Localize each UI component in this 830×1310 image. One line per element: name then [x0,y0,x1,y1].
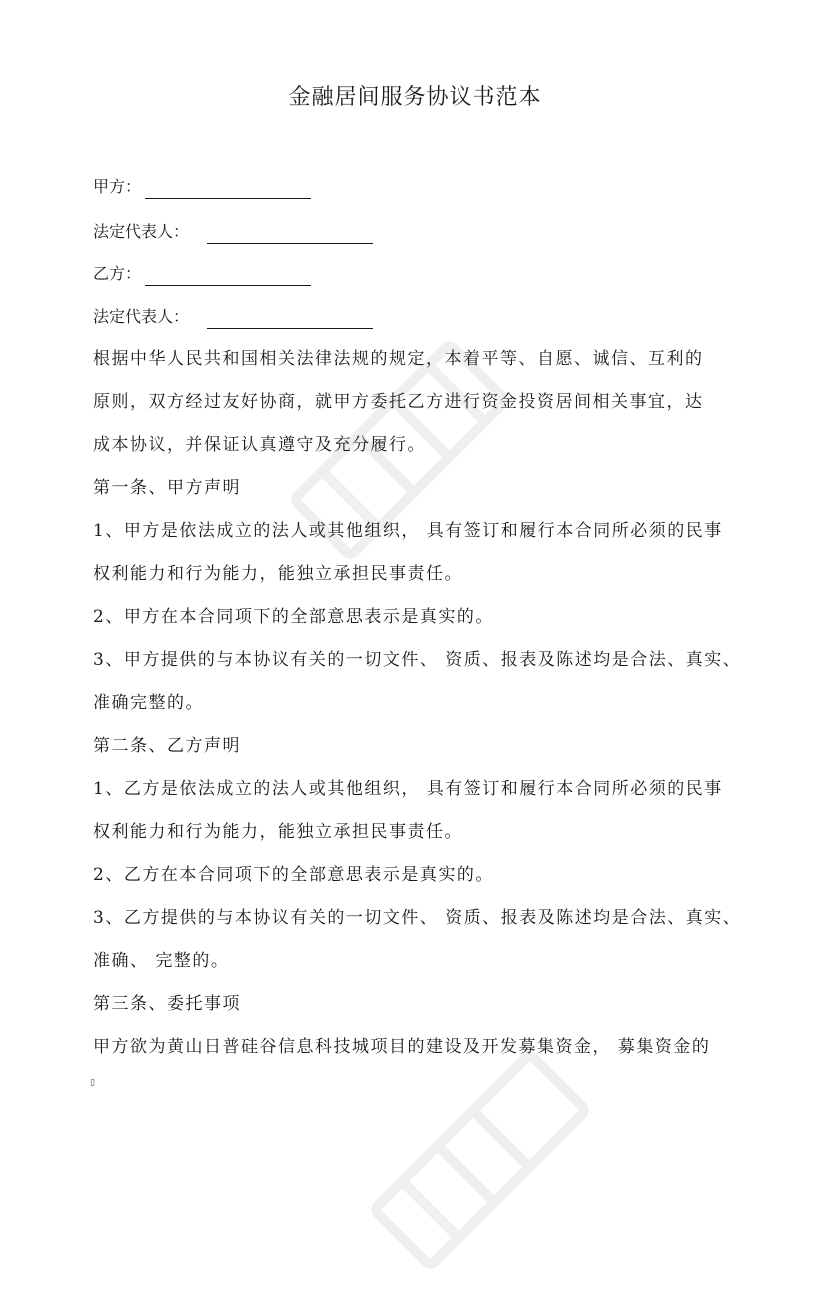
section-2-line: 1、乙方是依法成立的法人或其他组织， 具有签订和履行本合同所必须的民事 [93,779,723,799]
section-1 [93,467,753,725]
section-3-line: 甲方欲为黄山日普硅谷信息科技城项目的建设及开发募集资金， 募集资金的 [93,1037,711,1057]
section-1-heading: 第一条、甲方声明 [93,478,241,498]
party-a-blank [145,178,311,199]
party-b-rep-field [93,305,373,329]
section-3 [93,983,753,1069]
section-2-line: 3、乙方提供的与本协议有关的一切文件、 资质、报表及陈述均是合法、真实、 [93,908,742,928]
section-2-heading: 第二条、乙方声明 [93,736,241,756]
party-b-rep-blank [207,308,373,329]
section-1-line: 3、甲方提供的与本协议有关的一切文件、 资质、报表及陈述均是合法、真实、 [93,650,742,670]
party-a-rep-label: 法定代表人： [93,222,190,241]
party-a-label: 甲方： [93,177,142,196]
section-2-line: 2、乙方在本合同项下的全部意思表示是真实的。 [93,865,494,885]
intro-line: 根据中华人民共和国相关法律法规的规定，本着平等、自愿、诚信、互利的 [93,349,704,369]
party-b-blank [145,265,311,286]
intro-line: 原则，双方经过友好协商，就甲方委托乙方进行资金投资居间相关事宜，达 [93,392,704,412]
party-a-rep-blank [207,223,373,244]
section-1-line: 1、甲方是依法成立的法人或其他组织， 具有签订和履行本合同所必须的民事 [93,521,723,541]
party-a-field [93,175,311,199]
section-1-line: 准确完整的。 [93,693,204,713]
party-b-label: 乙方： [93,264,142,283]
section-2-line: 准确、 完整的。 [93,951,230,971]
intro-line: 成本协议，并保证认真遵守及充分履行。 [93,435,426,455]
party-b-field [93,262,311,286]
section-1-line: 2、甲方在本合同项下的全部意思表示是真实的。 [93,607,494,627]
section-1-line: 权利能力和行为能力，能独立承担民事责任。 [93,564,463,584]
section-2 [93,725,753,983]
section-2-line: 权利能力和行为能力，能独立承担民事责任。 [93,822,463,842]
document-title: 金融居间服务协议书范本 [288,85,542,110]
party-a-rep-field [93,220,373,244]
party-b-rep-label: 法定代表人： [93,307,190,326]
section-3-heading: 第三条、委托事项 [93,994,241,1014]
page-mark: ▯ [90,1078,95,1088]
intro-paragraph [93,338,753,467]
